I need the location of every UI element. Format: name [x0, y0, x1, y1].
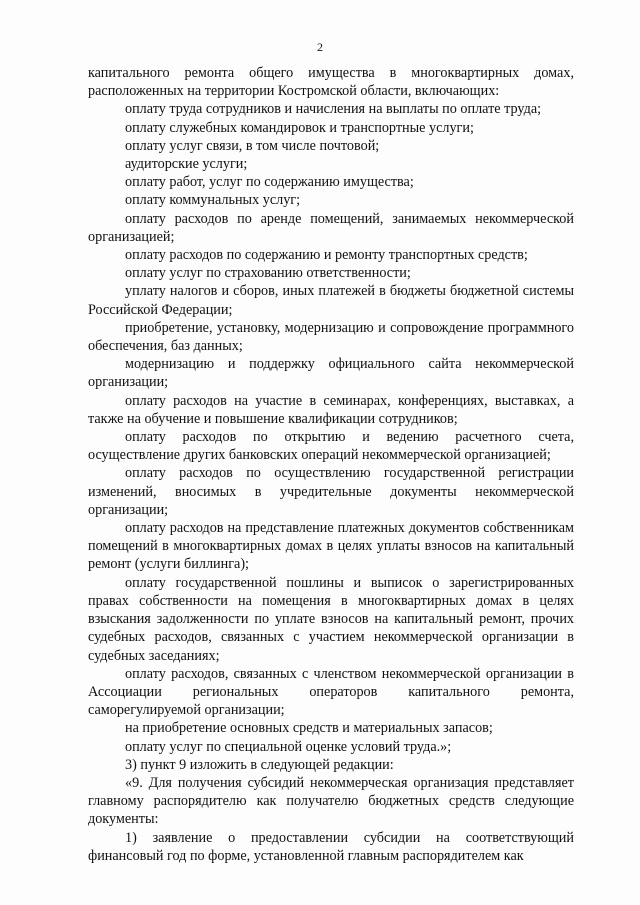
paragraph: оплату услуг связи, в том числе почтовой;	[125, 137, 380, 154]
paragraph: оплату служебных командировок и транспортные услуги;	[125, 119, 474, 136]
paragraph: «9. Для получения субсидий некоммерческая организация представляет главному распорядителю как получателю бюджетных средств следующие документы:	[88, 774, 574, 828]
paragraph: оплату расходов по аренде помещений, занимаемых некоммерческой организацией;	[88, 210, 574, 245]
page-number: 2	[317, 40, 323, 54]
paragraph: оплату работ, услуг по содержанию имущества;	[125, 174, 414, 191]
paragraph: оплату расходов на представление платежных документов собственникам помещений в многоквартирных домах в целях уплаты взносов на капитальный ремонт (услуги биллинга);	[88, 520, 574, 573]
paragraph: приобретение, установку, модернизацию и сопровождение программного обеспечения, баз данных;	[88, 319, 574, 355]
paragraph: капитального ремонта общего имущества в многоквартирных домах, расположенных на территории Костромской области, включающих:	[88, 65, 574, 100]
paragraph: оплату расходов по осуществлению государственной регистрации изменений, вносимых в учредительные документы некоммерческой организации;	[88, 465, 574, 518]
paragraph: аудиторские услуги;	[125, 156, 248, 173]
document-body	[88, 64, 574, 865]
paragraph: модернизацию и поддержку официального сайта некоммерческой организации;	[88, 356, 574, 391]
paragraph: оплату расходов по открытию и ведению расчетного счета, осуществление других банковских операций некоммерческой организацией;	[88, 429, 574, 464]
paragraph: оплату услуг по страхованию ответственности;	[125, 265, 411, 282]
paragraph: оплату услуг по специальной оценке условий труда.»;	[125, 738, 452, 755]
paragraph: оплату коммунальных услуг;	[125, 192, 301, 209]
paragraph: 3) пункт 9 изложить в следующей редакции:	[125, 756, 394, 773]
paragraph: оплату труда сотрудников и начисления на выплаты по оплате труда;	[125, 101, 542, 118]
paragraph: оплату расходов по содержанию и ремонту транспортных средств;	[125, 247, 528, 264]
paragraph: 1) заявление о предоставлении субсидии на соответствующий финансовый год по форме, установленной главным распорядителем как	[88, 829, 574, 864]
paragraph: оплату государственной пошлины и выписок о зарегистрированных правах собственности на помещения в многоквартирных домах в целях взыскания задолженности по уплате взносов на капитальный ремонт, прочих судебных расходов, связанных с участием некоммерческой организации в судебных заседаниях;	[88, 574, 574, 664]
paragraph: оплату расходов, связанных с членством некоммерческой организации в Ассоциации региональных операторов капитального ремонта, саморегулируемой организации;	[88, 665, 574, 719]
paragraph: оплату расходов на участие в семинарах, конференциях, выставках, а также на обучение и повышение квалификации сотрудников;	[88, 392, 574, 427]
paragraph: на приобретение основных средств и материальных запасов;	[125, 720, 493, 737]
paragraph: уплату налогов и сборов, иных платежей в бюджеты бюджетной системы Российской Федерации;	[88, 283, 574, 318]
